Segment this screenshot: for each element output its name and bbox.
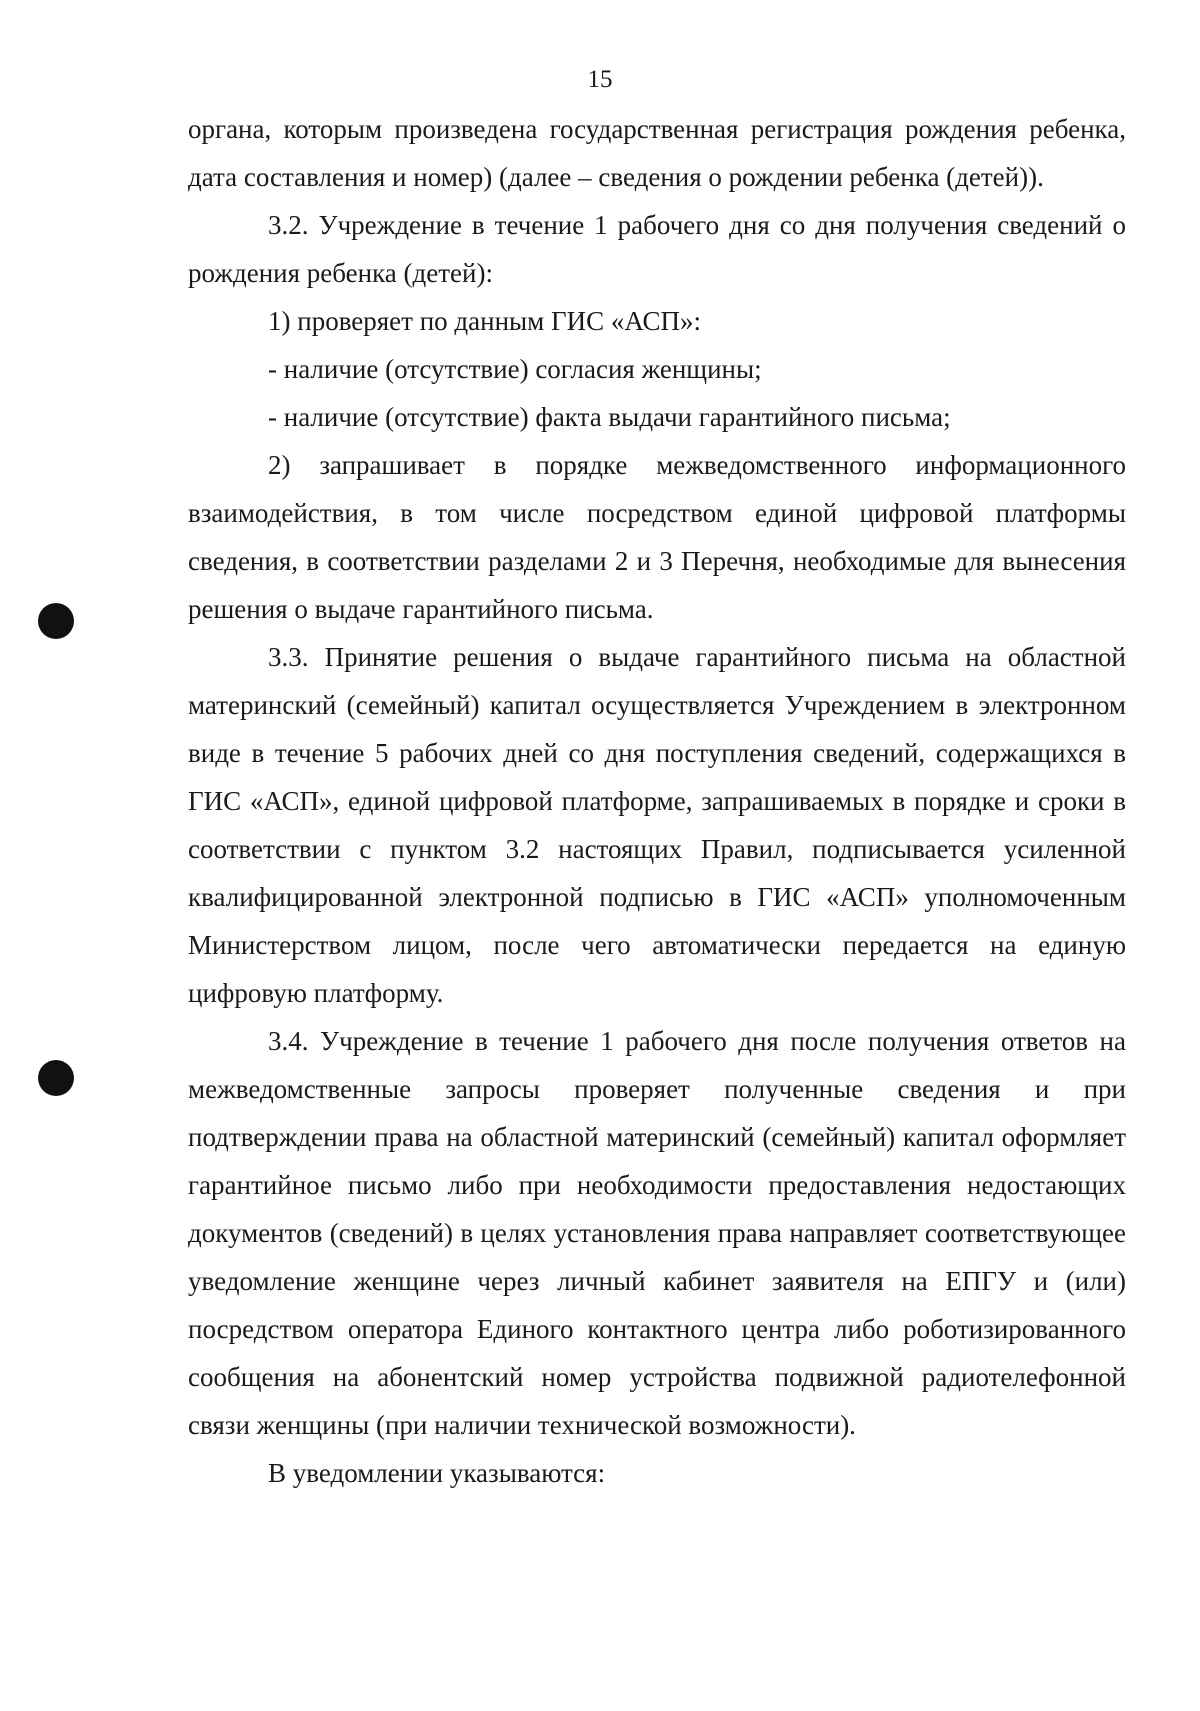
list-item: - наличие (отсутствие) согласия женщины; bbox=[268, 354, 762, 384]
paragraph: В уведомлении указываются: bbox=[268, 1458, 606, 1488]
punch-hole-mark bbox=[38, 603, 74, 639]
page-number: 15 bbox=[587, 66, 613, 93]
paragraph: 1) проверяет по данным ГИС «АСП»: bbox=[268, 306, 702, 336]
document-body bbox=[188, 105, 1126, 1497]
paragraph: 3.3. Принятие решения о выдаче гарантийного письма на областной материнский (семейный) капитал осуществляется Учреждением в электронном виде в течение 5 рабочих дней со дня поступления сведений, содержащихся в ГИС «АСП», единой цифровой платформе, запрашиваемых в порядке и сроки в соответствии с пунктом 3.2 настоящих Правил, подписывается усиленной квалифицированной электронной подписью в ГИС «АСП» уполномоченным Министерством лицом, после чего автоматически передается на единую цифровую платформу. bbox=[188, 642, 1126, 1008]
paragraph: органа, которым произведена государственная регистрация рождения ребенка, дата составления и номер) (далее – сведения о рождении ребенка (детей)). bbox=[188, 114, 1126, 192]
paragraph: 3.4. Учреждение в течение 1 рабочего дня после получения ответов на межведомственные запросы проверяет полученные сведения и при подтверждении права на областной материнский (семейный) капитал оформляет гарантийное письмо либо при необходимости предоставления недостающих документов (сведений) в целях установления права направляет соответствующее уведомление женщине через личный кабинет заявителя на ЕПГУ и (или) посредством оператора Единого контактного центра либо роботизированного сообщения на абонентский номер устройства подвижной радиотелефонной связи женщины (при наличии технической возможности). bbox=[188, 1026, 1126, 1440]
list-item: - наличие (отсутствие) факта выдачи гарантийного письма; bbox=[268, 402, 951, 432]
paragraph: 3.2. Учреждение в течение 1 рабочего дня со дня получения сведений о рождения ребенка (детей): bbox=[188, 210, 1126, 288]
punch-hole-mark bbox=[38, 1060, 74, 1096]
paragraph: 2) запрашивает в порядке межведомственного информационного взаимодействия, в том числе посредством единой цифровой платформы сведения, в соответствии разделами 2 и 3 Перечня, необходимые для вынесения решения о выдаче гарантийного письма. bbox=[188, 450, 1126, 624]
